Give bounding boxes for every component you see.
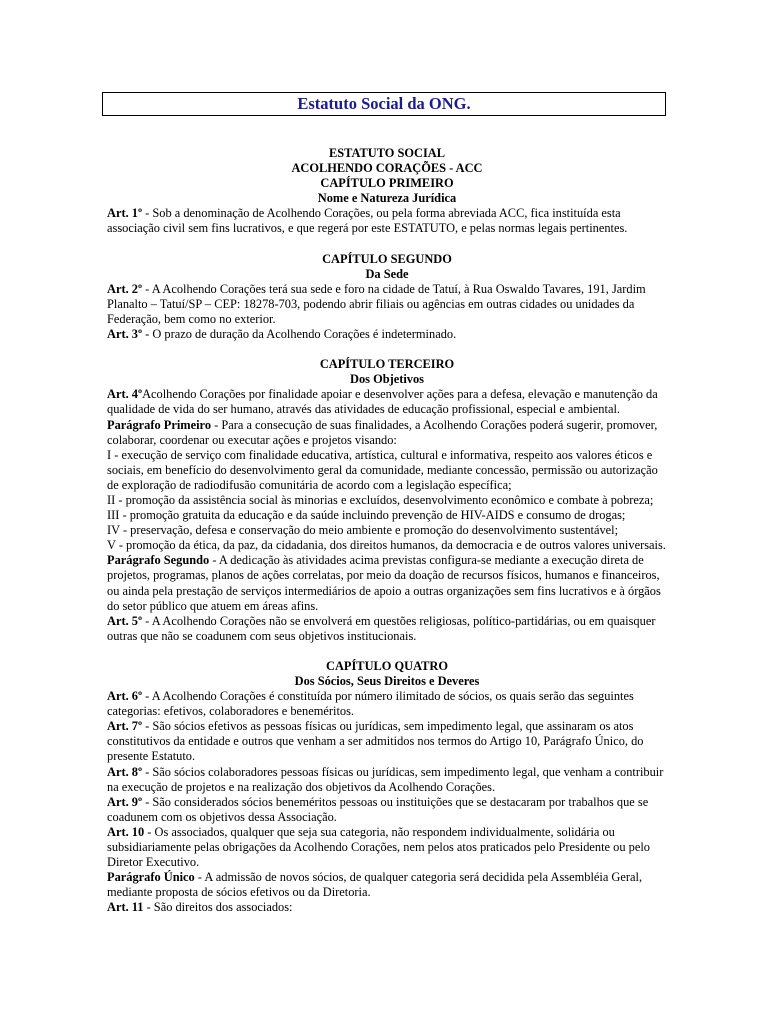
list-item: V - promoção da ética, da paz, da cidadania, dos direitos humanos, da democracia e de outros valores universais. — [107, 538, 666, 553]
list-item: III - promoção gratuita da educação e da saúde incluindo prevenção de HIV-AIDS e consumo de drogas; — [107, 508, 626, 523]
list-item: II - promoção da assistência social às minorias e excluídos, desenvolvimento econômico e combate à pobreza; — [107, 492, 654, 507]
paragraph-label: Parágrafo Único — [107, 870, 195, 885]
title-box — [102, 92, 666, 116]
article-6 — [107, 689, 667, 719]
page-title: Estatuto Social da ONG. — [297, 94, 471, 113]
article-text: - A Acolhendo Corações terá sua sede e foro na cidade de Tatuí, à Rua Oswaldo Tavares, 191, Jardim Planalto – Tatuí/SP – CEP: 18278-703, podendo abrir filiais ou agências em outras cidades ou unidades da Federação, bem como no exterior. — [107, 281, 646, 326]
article-9 — [107, 795, 667, 825]
article-5 — [107, 614, 667, 644]
article-label: Art. 7º — [107, 719, 143, 734]
paragraph-second — [107, 553, 667, 613]
paragraph-text: - A dedicação às atividades acima previstas configura-se mediante a execução direta de projetos, programas, planos de ações correlatas, por meio da doação de recursos físicos, humanos e financeiros, ou ainda pela prestação de serviços intermediários de apoio a outras organizações sem fins lucrativos e à órgãos do setor público que atuem em áreas afins. — [107, 553, 661, 613]
chapter-subheading-2: Da Sede — [365, 266, 409, 281]
article-label: Art. 10 — [107, 824, 145, 839]
article-text: Acolhendo Corações por finalidade apoiar e desenvolver ações para a defesa, elevação e manutenção da qualidade de vida do ser humano, através das atividades de educação profissional, especial e ambiental. — [107, 387, 658, 417]
article-label: Art. 2º — [107, 281, 143, 296]
article-3 — [107, 327, 667, 342]
article-text: - São sócios colaboradores pessoas físicas ou jurídicas, sem impedimento legal, que venham a contribuir na execução de projetos e na realização dos objetivos da Acolhendo Corações. — [107, 764, 664, 794]
article-label: Art. 9º — [107, 794, 143, 809]
article-10 — [107, 825, 667, 870]
article-label: Art. 11 — [107, 900, 144, 915]
article-text: - O prazo de duração da Acolhendo Corações é indeterminado. — [142, 327, 457, 342]
article-label: Art. 8º — [107, 764, 143, 779]
paragraph-label: Parágrafo Segundo — [107, 553, 210, 568]
chapter-heading-2: CAPÍTULO SEGUNDO — [322, 251, 452, 266]
article-2 — [107, 282, 667, 327]
chapter-subheading-3: Dos Objetivos — [350, 372, 424, 387]
list-item: I - execução de serviço com finalidade educativa, artística, cultural e informativa, respeito aos valores éticos e sociais, em benefício do desenvolvimento geral da comunidade, mediante concessão, permissão ou autorização de exploração de radiodifusão comunitária de acordo com a legislação específica; — [107, 447, 658, 492]
article-label: Art. 6º — [107, 689, 143, 704]
header-line-statute: ESTATUTO SOCIAL — [328, 146, 446, 160]
article-8 — [107, 765, 667, 795]
header-line-org-name: ACOLHENDO CORAÇÕES - ACC — [291, 161, 483, 176]
article-11 — [107, 900, 667, 915]
article-4 — [107, 387, 667, 417]
article-text: - A Acolhendo Corações não se envolverá em questões religiosas, político-partidárias, ou em quaisquer outras que não se coadunem com seus objetivos institucionais. — [107, 613, 656, 643]
article-text: - São sócios efetivos as pessoas físicas ou jurídicas, sem impedimento legal, que assinaram os atos constitutivos da entidade e outros que venham a ser admitidos nos termos do Artigo 10, Parágrafo Único, do presente Estatuto. — [107, 719, 644, 764]
article-text: - A Acolhendo Corações é constituída por número ilimitado de sócios, os quais serão das seguintes categorias: efetivos, colaboradores e beneméritos. — [107, 689, 634, 719]
article-text: - São direitos dos associados: — [143, 900, 293, 915]
chapter-subheading-1: Nome e Natureza Jurídica — [317, 191, 457, 206]
paragraph-first — [107, 418, 667, 448]
paragraph-text: - A admissão de novos sócios, de qualquer categoria será decidida pela Assembléia Geral, mediante proposta de sócios efetivos ou da Diretoria. — [107, 870, 643, 900]
article-text: - São considerados sócios beneméritos pessoas ou instituições que se destacaram por trabalhos que se coadunem com os objetivos dessa Associação. — [107, 794, 649, 824]
paragraph-text: - Para a consecução de suas finalidades, a Acolhendo Corações poderá sugerir, promover, colaborar, coordenar ou executar ações e projetos visando: — [107, 417, 658, 447]
list-item: IV - preservação, defesa e conservação do meio ambiente e promoção do desenvolvimento sustentável; — [107, 523, 619, 538]
article-1 — [107, 206, 667, 236]
article-text: - Sob a denominação de Acolhendo Corações, ou pela forma abreviada ACC, fica instituída esta associação civil sem fins lucrativos, e que regerá por este ESTATUTO, e pelas normas legais pertinentes. — [107, 206, 628, 236]
article-label: Art. 3º — [107, 327, 143, 342]
article-label: Art. 5º — [107, 613, 143, 628]
chapter-heading-3: CAPÍTULO TERCEIRO — [319, 357, 455, 372]
article-label: Art. 1º — [107, 206, 143, 221]
article-7 — [107, 719, 667, 764]
paragraph-unique — [107, 870, 667, 900]
chapter-heading-1: CAPÍTULO PRIMEIRO — [320, 176, 454, 191]
paragraph-label: Parágrafo Primeiro — [107, 417, 212, 432]
chapter-heading-4: CAPÍTULO QUATRO — [326, 658, 448, 673]
document-body — [107, 146, 667, 916]
article-label: Art. 4º — [107, 387, 143, 402]
article-text: - Os associados, qualquer que seja sua categoria, não respondem individualmente, solidária ou subsidiariamente pelas obrigações da Acolhendo Corações, nem pelos atos praticados pelo Presidente ou pelo Diretor Executivo. — [107, 824, 650, 870]
chapter-subheading-4: Dos Sócios, Seus Direitos e Deveres — [294, 674, 480, 688]
